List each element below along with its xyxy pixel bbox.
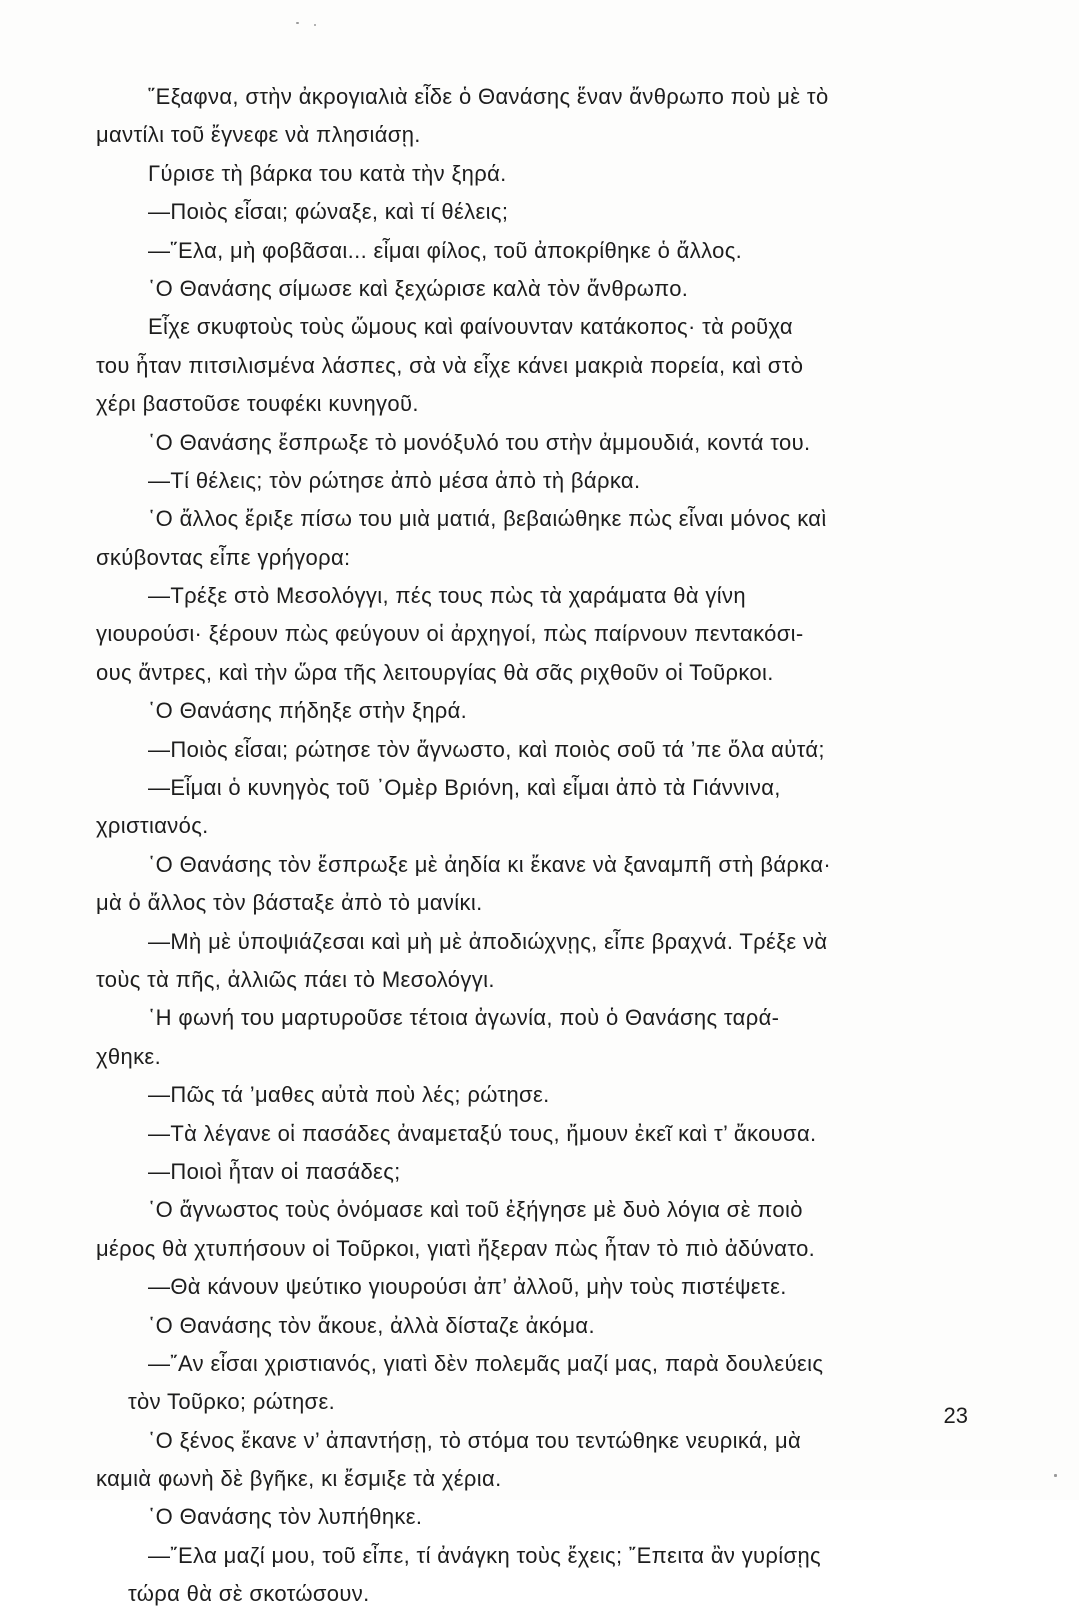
text-line-28: —Τὰ λέγανε οἱ πασάδες ἀναμεταξύ τους, ἤμουν ἐκεῖ καὶ τ’ ἄκουσα. [148, 1120, 817, 1146]
text-line-23: —Μὴ μὲ ὑποψιάζεσαι καὶ μὴ μὲ ἀποδιώχνῃς, εἶπε βραχνά. Τρέξε νὰ [148, 928, 828, 954]
text-line-30: ῾Ο ἄγνωστος τοὺς ὀνόμασε καὶ τοῦ ἐξήγησε μὲ δυὸ λόγια σὲ ποιὸ [148, 1197, 803, 1223]
text-line-10: ῾Ο Θανάσης ἔσπρωξε τὸ μονόξυλό του στὴν ἀμμουδιά, κοντά του. [148, 429, 811, 455]
text-line-38: ῾Ο Θανάσης τὸν λυπήθηκε. [148, 1504, 423, 1530]
text-line-7: Εἶχε σκυφτοὺς τοὺς ὤμους καὶ φαίνουνταν κατάκοπος· τὰ ροῦχα [148, 314, 793, 340]
text-line-24: τοὺς τὰ πῆς, ἀλλιῶς πάει τὸ Μεσολόγγι. [96, 966, 495, 992]
text-line-27: —Πῶς τά ’μαθες αὐτὰ ποὺ λές; ρώτησε. [148, 1082, 550, 1108]
text-line-26: χθηκε. [96, 1043, 162, 1069]
body-text [96, 78, 976, 1614]
text-line-35: τὸν Τοῦρκο; ρώτησε. [128, 1389, 336, 1415]
text-line-22: μὰ ὁ ἄλλος τὸν βάσταξε ἀπὸ τὸ μανίκι. [96, 890, 483, 916]
text-line-2: μαντίλι τοῦ ἔγνεφε νὰ πλησιάσῃ. [96, 122, 421, 148]
text-line-29: —Ποιοὶ ἦταν οἱ πασάδες; [148, 1158, 401, 1184]
text-line-32: —Θὰ κάνουν ψεύτικο γιουρούσι ἀπ’ ἀλλοῦ, μὴν τοὺς πιστέψετε. [148, 1274, 787, 1300]
text-line-5: —῞Ελα, μὴ φοβᾶσαι... εἶμαι φίλος, τοῦ ἀποκρίθηκε ὁ ἄλλος. [148, 237, 743, 263]
scan-speck [1054, 1474, 1057, 1477]
text-line-25: ῾Η φωνή του μαρτυροῦσε τέτοια ἀγωνία, ποὺ ὁ Θανάσης ταρά- [148, 1005, 780, 1031]
text-line-6: ῾Ο Θανάσης σίμωσε καὶ ξεχώρισε καλὰ τὸν ἄνθρωπο. [148, 275, 689, 301]
text-line-3: Γύρισε τὴ βάρκα του κατὰ τὴν ξηρά. [148, 160, 507, 186]
text-line-33: ῾Ο Θανάσης τὸν ἄκουε, ἀλλὰ δίσταζε ἀκόμα. [148, 1312, 595, 1338]
scan-speck [314, 24, 316, 26]
text-line-21: ῾Ο Θανάσης τὸν ἔσπρωξε μὲ ἀηδία κι ἔκανε νὰ ξαναμπῆ στὴ βάρκα· [148, 851, 832, 877]
text-line-14: —Τρέξε στὸ Μεσολόγγι, πές τους πὼς τὰ χαράματα θὰ γίνη [148, 583, 746, 609]
text-line-19: —Εἶμαι ὁ κυνηγὸς τοῦ ᾿Ομὲρ Βριόνη, καὶ εἶμαι ἀπὸ τὰ Γιάννινα, [148, 775, 781, 801]
scan-speck [296, 22, 299, 24]
text-line-37: καμιὰ φωνὴ δὲ βγῆκε, κι ἔσμιξε τὰ χέρια. [96, 1466, 502, 1492]
text-line-8: του ἦταν πιτσιλισμένα λάσπες, σὰ νὰ εἶχε κάνει μακριὰ πορεία, καὶ στὸ [96, 352, 804, 378]
text-line-4: —Ποιὸς εἶσαι; φώναξε, καὶ τί θέλεις; [148, 199, 509, 225]
text-line-39: —῎Ελα μαζί μου, τοῦ εἶπε, τί ἀνάγκη τοὺς ἔχεις; ῎Επειτα ἂν γυρίσῃς [148, 1542, 822, 1568]
text-line-12: ῾Ο ἄλλος ἔριξε πίσω του μιὰ ματιά, βεβαιώθηκε πὼς εἶναι μόνος καὶ [148, 506, 827, 532]
text-line-9: χέρι βαστοῦσε τουφέκι κυνηγοῦ. [96, 391, 419, 417]
text-line-36: ῾Ο ξένος ἔκανε ν’ ἀπαντήσῃ, τὸ στόμα του τεντώθηκε νευρικά, μὰ [148, 1427, 802, 1453]
text-line-13: σκύβοντας εἶπε γρήγορα: [96, 544, 351, 570]
text-line-20: χριστιανός. [96, 813, 209, 839]
text-line-16: ους ἄντρες, καὶ τὴν ὥρα τῆς λειτουργίας θὰ σᾶς ριχθοῦν οἱ Τοῦρκοι. [96, 659, 774, 685]
text-line-18: —Ποιὸς εἶσαι; ρώτησε τὸν ἄγνωστο, καὶ ποιὸς σοῦ τά ’πε ὅλα αὐτά; [148, 736, 825, 762]
text-line-1: ῞Εξαφνα, στὴν ἀκρογιαλιὰ εἶδε ὁ Θανάσης ἕναν ἄνθρωπο ποὺ μὲ τὸ [148, 84, 829, 109]
text-line-11: —Τί θέλεις; τὸν ρώτησε ἀπὸ μέσα ἀπὸ τὴ βάρκα. [148, 467, 641, 493]
text-line-40: τώρα θὰ σὲ σκοτώσουν. [128, 1581, 370, 1607]
text-line-15: γιουρούσι· ξέρουν πὼς φεύγουν οἱ ἀρχηγοί, πὼς παίρνουν πεντακόσι- [96, 621, 804, 647]
text-line-17: ῾Ο Θανάσης πήδηξε στὴν ξηρά. [148, 698, 468, 724]
text-line-31: μέρος θὰ χτυπήσουν οἱ Τοῦρκοι, γιατὶ ἤξεραν πὼς ἦταν τὸ πιὸ ἀδύνατο. [96, 1235, 816, 1261]
page-number: 23 [943, 1403, 968, 1428]
text-line-34: —῎Αν εἶσαι χριστιανός, γιατὶ δὲν πολεμᾶς μαζί μας, παρὰ δουλεύεις [148, 1350, 824, 1376]
